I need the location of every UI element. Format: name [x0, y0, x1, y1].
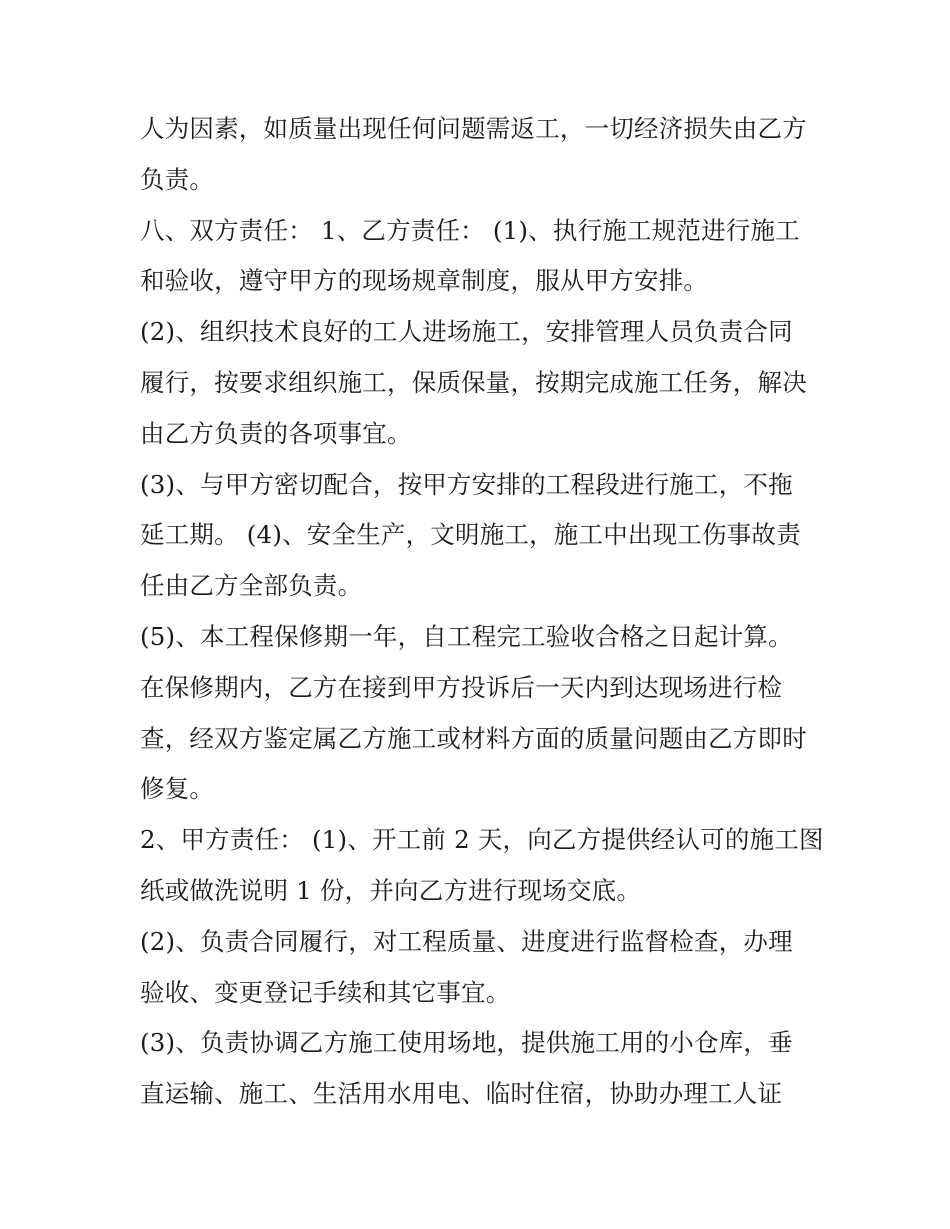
document-body — [140, 104, 824, 1120]
text-line: 人为因素，如质量出现任何问题需返工，一切经济损失由乙方 — [140, 114, 807, 143]
text-line: 在保修期内，乙方在接到甲方投诉后一天内到达现场进行检 — [140, 672, 783, 702]
text-line: 纸或做洗说明 1 份，并向乙方进行现场交底。 — [140, 875, 642, 905]
text-line: 履行，按要求组织施工，保质保量，按期完成施工任务，解决 — [140, 367, 807, 397]
text-line: 直运输、施工、生活用水用电、临时住宿，协助办理工人证 — [140, 1079, 783, 1109]
text-line: 八、双方责任： 1、乙方责任： (1)、执行施工规范进行施工 — [140, 215, 800, 245]
text-line: 延工期。 (4)、安全生产，文明施工，施工中出现工伤事故责 — [140, 520, 801, 550]
text-line: 任由乙方全部负责。 — [140, 571, 363, 601]
text-line: (2)、负责合同履行，对工程质量、进度进行监督检查，办理 — [140, 926, 793, 956]
text-line: 和验收，遵守甲方的现场规章制度，服从甲方安排。 — [140, 266, 709, 296]
text-line: 验收、变更登记手续和其它事宜。 — [140, 977, 511, 1007]
text-line: 2、甲方责任： (1)、开工前 2 天，向乙方提供经认可的施工图 — [140, 825, 824, 855]
text-line: (5)、本工程保修期一年，自工程完工验收合格之日起计算。 — [140, 621, 793, 651]
text-line: (3)、负责协调乙方施工使用场地，提供施工用的小仓库，垂 — [140, 1028, 793, 1058]
text-line: 查，经双方鉴定属乙方施工或材料方面的质量问题由乙方即时 — [140, 723, 807, 753]
text-line: 负责。 — [140, 164, 215, 194]
text-line: 由乙方负责的各项事宜。 — [140, 418, 412, 448]
text-line: (2)、组织技术良好的工人进场施工，安排管理人员负责合同 — [140, 317, 793, 347]
text-line: (3)、与甲方密切配合，按甲方安排的工程段进行施工，不拖 — [140, 469, 793, 499]
text-line: 修复。 — [140, 774, 215, 804]
